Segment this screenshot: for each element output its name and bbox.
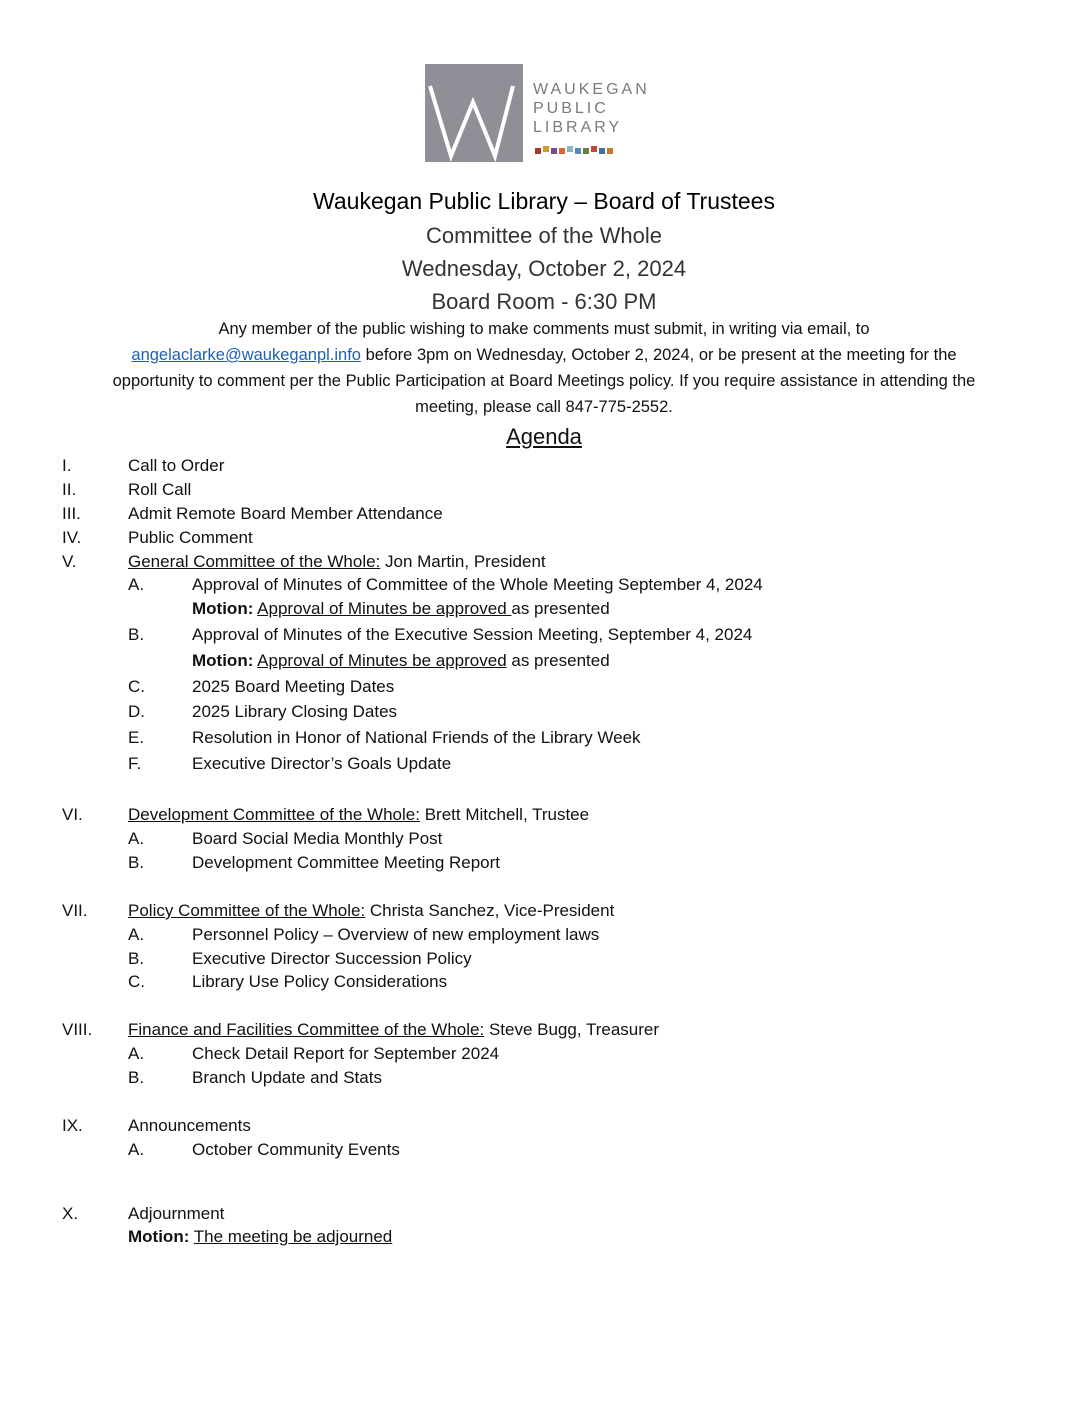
subitem-number: F. xyxy=(128,754,142,773)
item-number: III. xyxy=(62,504,81,523)
email-link[interactable]: angelaclarke@waukeganpl.info xyxy=(131,346,361,364)
item-number: II. xyxy=(62,480,77,499)
subitem-minutes-cotw: Approval of Minutes of Committee of the Whole Meeting September 4, 2024 xyxy=(192,575,763,594)
item-number: X. xyxy=(62,1204,79,1223)
subitem-check-detail: Check Detail Report for September 2024 xyxy=(192,1044,500,1063)
subitem-number: C. xyxy=(128,972,145,991)
item-number: I. xyxy=(62,456,72,475)
motion-minutes-exec xyxy=(192,651,610,671)
logo-square xyxy=(559,148,565,154)
motion-label: Motion: xyxy=(192,651,254,670)
logo-square xyxy=(551,148,557,154)
logo-square xyxy=(599,148,605,154)
meeting-name: Committee of the Whole xyxy=(426,223,662,248)
committee-lead: Jon Martin, President xyxy=(380,552,546,571)
item-general-committee xyxy=(128,552,546,572)
logo-square xyxy=(607,148,613,154)
subitem-goals-update: Executive Director’s Goals Update xyxy=(192,754,452,773)
subitem-social-media: Board Social Media Monthly Post xyxy=(192,829,443,848)
item-number: IV. xyxy=(62,528,82,547)
subitem-number: E. xyxy=(128,728,145,747)
subitem-number: C. xyxy=(128,677,145,696)
subitem-number: A. xyxy=(128,1044,145,1063)
page-title: Waukegan Public Library – Board of Trustees xyxy=(313,188,775,214)
subitem-resolution: Resolution in Honor of National Friends of the Library Week xyxy=(192,728,641,747)
motion-label: Motion: xyxy=(128,1227,190,1246)
subitem-number: D. xyxy=(128,702,145,721)
committee-lead: Brett Mitchell, Trustee xyxy=(419,805,590,824)
committee-label: Development Committee of the Whole: xyxy=(128,805,420,824)
agenda-heading: Agenda xyxy=(506,424,582,449)
meeting-location-time: Board Room - 6:30 PM xyxy=(431,289,657,314)
subitem-number: B. xyxy=(128,625,145,644)
logo-square xyxy=(543,146,549,152)
item-number: IX. xyxy=(62,1116,83,1135)
motion-label: Motion: xyxy=(192,599,254,618)
subitem-closing-dates: 2025 Library Closing Dates xyxy=(192,702,398,721)
subitem-number: A. xyxy=(128,575,145,594)
notice-line-4: meeting, please call 847-775-2552. xyxy=(415,398,673,416)
committee-label: Policy Committee of the Whole: xyxy=(128,901,366,920)
item-roll-call: Roll Call xyxy=(128,480,192,499)
motion-rest: as presented xyxy=(511,599,610,618)
notice-line-2-text: before 3pm on Wednesday, October 2, 2024, or be present at the meeting for the xyxy=(360,346,957,364)
motion-text: Approval of Minutes be approved xyxy=(257,651,507,670)
logo-letter: W xyxy=(425,64,426,65)
logo-square xyxy=(583,148,589,154)
item-public-comment: Public Comment xyxy=(128,528,253,547)
logo-square xyxy=(567,146,573,152)
committee-lead: Christa Sanchez, Vice-President xyxy=(365,901,615,920)
logo-word-1: WAUKEGAN xyxy=(533,81,650,98)
meeting-date: Wednesday, October 2, 2024 xyxy=(401,256,687,281)
item-number: VII. xyxy=(62,901,88,920)
subitem-number: A. xyxy=(128,1140,145,1159)
item-number: VIII. xyxy=(62,1020,93,1039)
committee-lead: Steve Bugg, Treasurer xyxy=(484,1020,660,1039)
item-remote-attendance: Admit Remote Board Member Attendance xyxy=(128,504,443,523)
motion-minutes-cotw xyxy=(192,599,610,619)
logo-square xyxy=(591,146,597,152)
subitem-branch-update: Branch Update and Stats xyxy=(192,1068,382,1087)
subitem-minutes-exec: Approval of Minutes of the Executive Session Meeting, September 4, 2024 xyxy=(192,625,753,644)
subitem-board-dates: 2025 Board Meeting Dates xyxy=(192,677,395,696)
motion-text: The meeting be adjourned xyxy=(193,1227,393,1246)
subitem-number: B. xyxy=(128,949,145,968)
notice-line-1: Any member of the public wishing to make comments must submit, in writing via email, to xyxy=(218,320,870,338)
library-logo-w xyxy=(425,64,523,162)
notice-line-2 xyxy=(0,346,1088,365)
item-call-to-order: Call to Order xyxy=(128,456,225,475)
item-announcements: Announcements xyxy=(128,1116,251,1135)
subitem-number: B. xyxy=(128,853,145,872)
item-development-committee xyxy=(128,805,589,825)
subitem-dev-report: Development Committee Meeting Report xyxy=(192,853,501,872)
committee-label: Finance and Facilities Committee of the Whole: xyxy=(128,1020,485,1039)
item-number: V. xyxy=(62,552,77,571)
subitem-number: A. xyxy=(128,829,145,848)
subitem-use-policy: Library Use Policy Considerations xyxy=(192,972,448,991)
motion-text: Approval of Minutes be approved xyxy=(257,599,512,618)
motion-adjourn xyxy=(128,1227,392,1247)
logo-word-3: LIBRARY xyxy=(533,119,623,136)
committee-label: General Committee of the Whole: xyxy=(128,552,381,571)
item-number: VI. xyxy=(62,805,83,824)
item-finance-committee xyxy=(128,1020,659,1040)
subitem-personnel-policy: Personnel Policy – Overview of new employment laws xyxy=(192,925,600,944)
subitem-community-events: October Community Events xyxy=(192,1140,400,1159)
notice-line-3: opportunity to comment per the Public Participation at Board Meetings policy. If you require assistance in attending the xyxy=(112,372,976,390)
subitem-number: A. xyxy=(128,925,145,944)
logo-word-2: PUBLIC xyxy=(533,100,609,117)
item-policy-committee xyxy=(128,901,614,921)
item-adjournment: Adjournment xyxy=(128,1204,225,1223)
motion-rest: as presented xyxy=(506,651,610,670)
logo-square xyxy=(575,148,581,154)
subitem-succession-policy: Executive Director Succession Policy xyxy=(192,949,472,968)
subitem-number: B. xyxy=(128,1068,145,1087)
logo-square xyxy=(535,148,541,154)
